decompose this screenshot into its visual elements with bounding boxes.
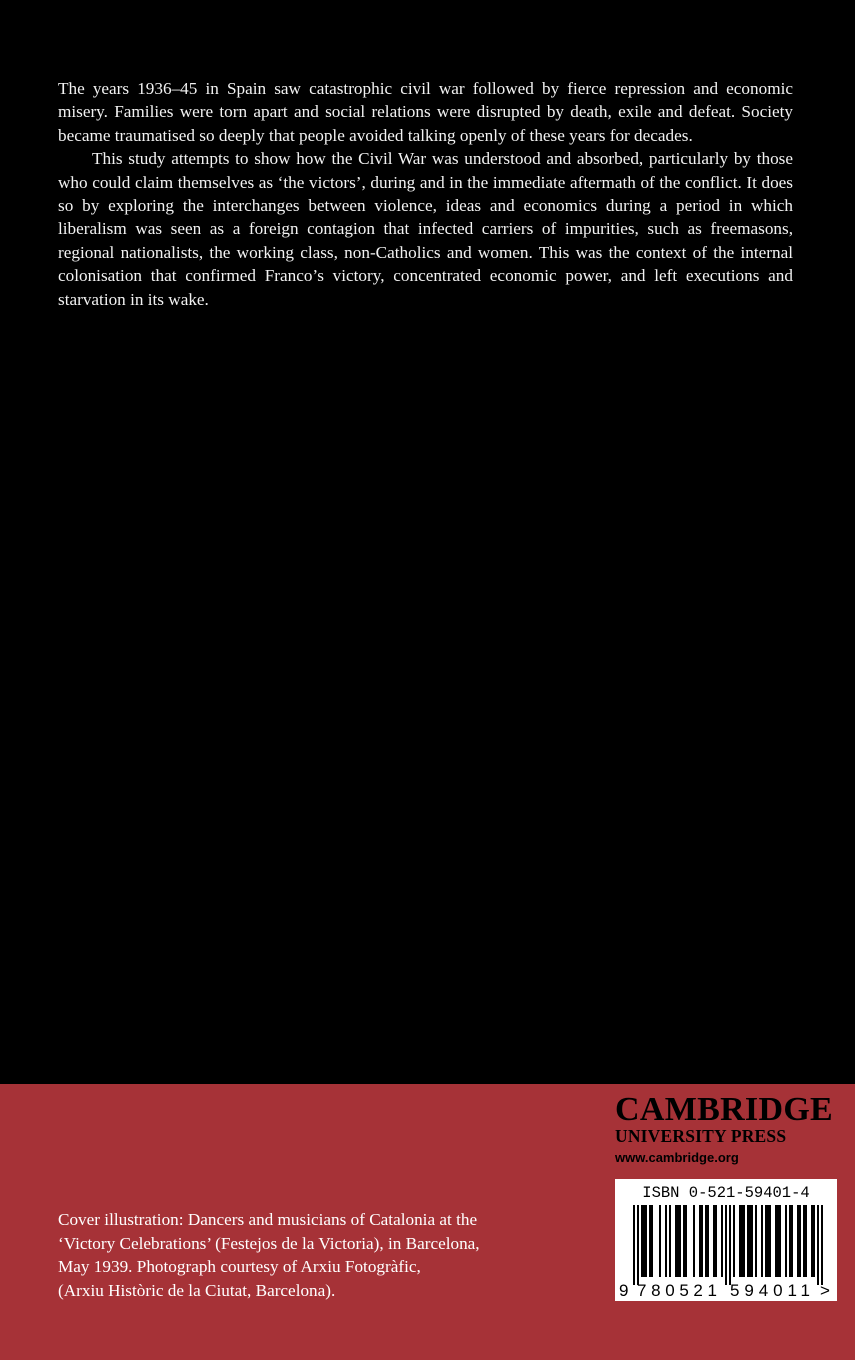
barcode-bar [715, 1205, 717, 1277]
publisher-logo [615, 1091, 845, 1167]
barcode-bar [747, 1205, 749, 1277]
barcode-bar [707, 1205, 709, 1277]
barcode-bar [685, 1205, 687, 1277]
barcode-bar [637, 1205, 639, 1285]
barcode-bar [785, 1205, 787, 1277]
cover-credit-line-2: ‘Victory Celebrations’ (Festejos de la Victoria), in Barcelona, [58, 1233, 480, 1253]
ean-first-digit: 9 [619, 1281, 629, 1300]
barcode-bar [645, 1205, 647, 1277]
barcode-bar [811, 1205, 813, 1277]
blurb-paragraph-2: This study attempts to show how the Civil War was understood and absorbed, particularly by those who could claim themselves as ‘the victors’, during and in the immediate aftermath of the conflict. It does so by exploring the interchanges between violence, ideas and economics during a period in which liberalism was seen as a foreign contagion that infected carriers of impurities, such as freemasons, regional nationalists, the working class, non-Catholics and women. This was the context of the internal colonisation that confirmed Franco’s victory, concentrated economic power, and left executions and starvation in its wake. [58, 149, 793, 309]
barcode-bars [633, 1205, 823, 1285]
barcode-bar [761, 1205, 763, 1277]
barcode-bar [797, 1205, 799, 1277]
barcode-bar [701, 1205, 703, 1277]
barcode-bar [693, 1205, 695, 1277]
barcode-bar [777, 1205, 779, 1277]
barcode-bar [733, 1205, 735, 1277]
barcode-bar [749, 1205, 751, 1277]
barcode-bar [817, 1205, 819, 1285]
barcode-bar [725, 1205, 727, 1285]
isbn-label: ISBN 0-521-59401-4 [642, 1184, 810, 1202]
publisher-url: www.cambridge.org [615, 1150, 739, 1165]
cover-illustration-credit [58, 1208, 578, 1302]
barcode-bar [743, 1205, 745, 1277]
cover-credit-line-1: Cover illustration: Dancers and musicians of Catalonia at the [58, 1210, 478, 1229]
barcode-bar [677, 1205, 679, 1277]
barcode-bar [675, 1205, 677, 1277]
barcode-bar [789, 1205, 791, 1277]
barcode-bar [721, 1205, 723, 1277]
barcode-bar [779, 1205, 781, 1277]
barcode-bar [633, 1205, 635, 1285]
barcode-bar [699, 1205, 701, 1277]
cover-credit-line-4: (Arxiu Històric de la Ciutat, Barcelona). [58, 1280, 336, 1300]
barcode-bar [769, 1205, 771, 1277]
barcode-bar [741, 1205, 743, 1277]
barcode-bar [821, 1205, 823, 1285]
barcode-graphic [615, 1203, 837, 1301]
barcode-bar [755, 1205, 757, 1277]
barcode-bar [669, 1205, 671, 1277]
barcode-bar [739, 1205, 741, 1277]
cover-credit-line-3: May 1939. Photograph courtesy of Arxiu Fotogràfic, [58, 1257, 421, 1276]
barcode-bar [643, 1205, 645, 1277]
barcode-bar [765, 1205, 767, 1277]
barcode-bar [659, 1205, 661, 1277]
barcode-bar [651, 1205, 653, 1277]
publisher-name: CAMBRIDGE [615, 1091, 834, 1128]
barcode-bar [729, 1205, 731, 1285]
barcode-bar [775, 1205, 777, 1277]
barcode-bar [799, 1205, 801, 1277]
barcode-bar [813, 1205, 815, 1277]
barcode-bar [641, 1205, 643, 1277]
publisher-subname: UNIVERSITY PRESS [615, 1126, 787, 1146]
barcode-bar [791, 1205, 793, 1277]
barcode-bar [805, 1205, 807, 1277]
blurb [58, 77, 793, 311]
ean-left-group: 780521 [637, 1281, 717, 1300]
ean-marker: > [820, 1281, 830, 1300]
barcode-bar [649, 1205, 651, 1277]
barcode-bar [767, 1205, 769, 1277]
barcode-bar [665, 1205, 667, 1277]
barcode-bar [751, 1205, 753, 1277]
barcode-bar [713, 1205, 715, 1277]
barcode-bar [705, 1205, 707, 1277]
barcode-bar [683, 1205, 685, 1277]
back-cover-bottom-band [0, 1084, 855, 1360]
blurb-paragraph-1: The years 1936–45 in Spain saw catastrophic civil war followed by fierce repression and economic misery. Families were torn apart and social relations were disrupted by death, exile and defeat. Society became traumatised so deeply that people avoided talking openly of these years for decades. [58, 79, 793, 145]
isbn-barcode [615, 1179, 837, 1301]
ean-right-group: 594011 [730, 1281, 810, 1300]
barcode-bar [679, 1205, 681, 1277]
barcode-bar [803, 1205, 805, 1277]
